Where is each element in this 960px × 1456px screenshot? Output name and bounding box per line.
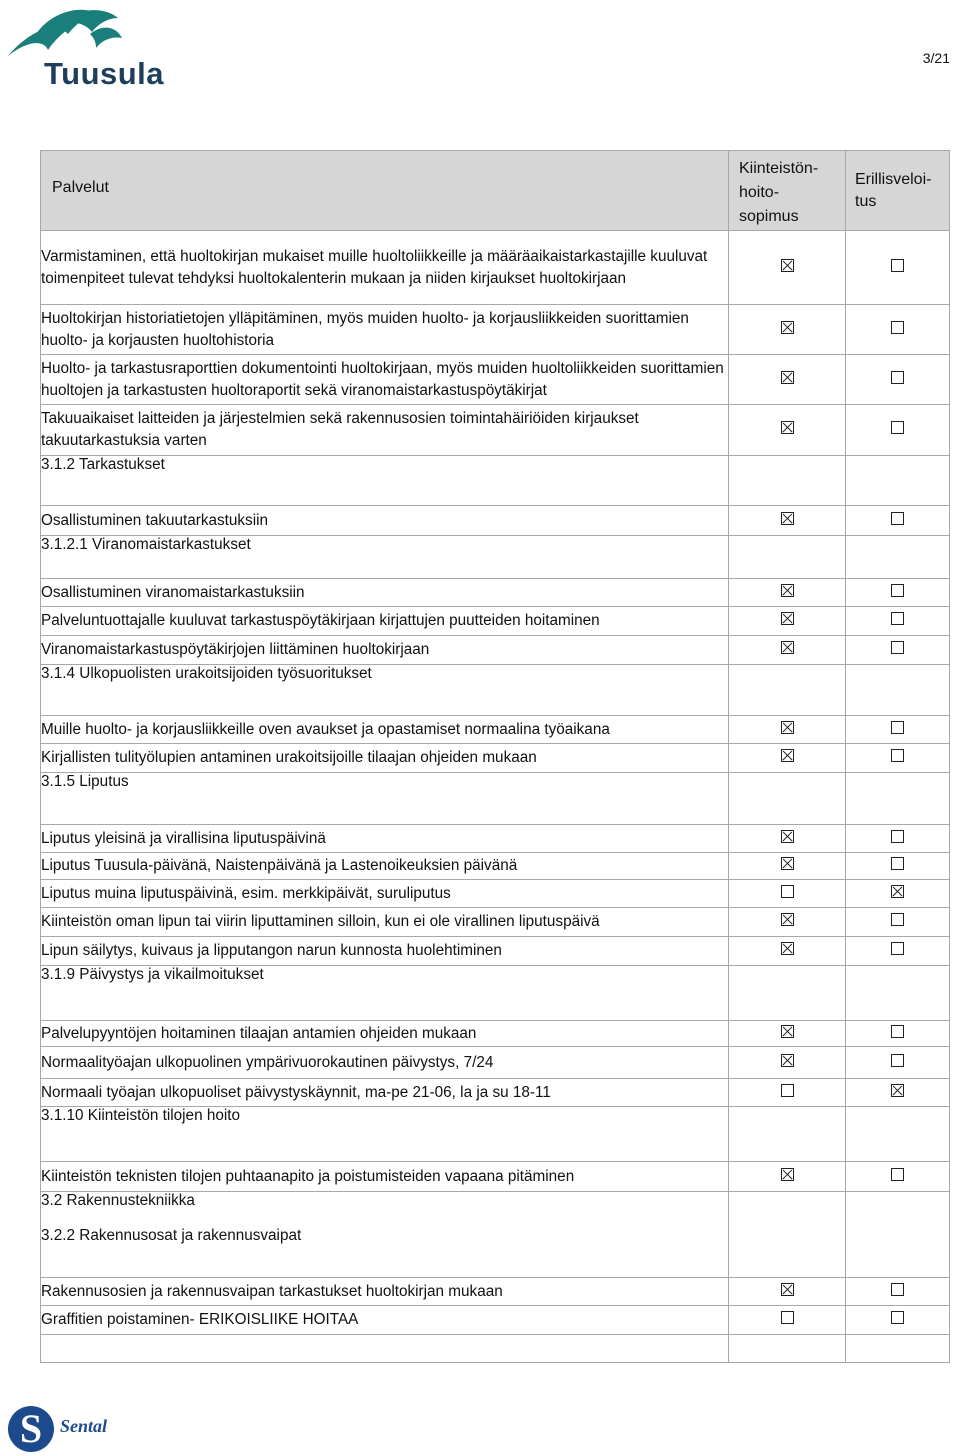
empty-checkbox-icon xyxy=(781,1311,794,1324)
table-row xyxy=(41,716,950,744)
separate-billing-cell xyxy=(846,506,950,536)
empty-cell xyxy=(729,665,846,716)
column-header-separate-billing xyxy=(846,151,950,231)
separate-billing-cell xyxy=(846,1079,950,1107)
checked-checkbox-icon xyxy=(891,1084,904,1097)
column-header-line: Erillisveloi- xyxy=(855,171,932,188)
maintenance-contract-cell xyxy=(729,937,846,966)
table-row xyxy=(41,1079,950,1107)
maintenance-contract-cell xyxy=(729,355,846,405)
table-row xyxy=(41,937,950,966)
service-description: Rakennusosien ja rakennusvaipan tarkastukset huoltokirjan mukaan xyxy=(41,1278,729,1306)
empty-checkbox-icon xyxy=(891,584,904,597)
service-description: Muille huolto- ja korjausliikkeille oven avaukset ja opastamiset normaalina työaikana xyxy=(41,716,729,744)
separate-billing-cell xyxy=(846,744,950,773)
empty-checkbox-icon xyxy=(891,749,904,762)
empty-cell xyxy=(846,1107,950,1162)
checked-checkbox-icon xyxy=(781,421,794,434)
empty-checkbox-icon xyxy=(891,913,904,926)
service-description: Liputus yleisinä ja virallisina liputuspäivinä xyxy=(41,825,729,853)
empty-cell xyxy=(729,536,846,579)
section-row xyxy=(41,536,950,579)
table-row xyxy=(41,1162,950,1192)
table-row xyxy=(41,1306,950,1335)
service-description: Normaali työajan ulkopuoliset päivystyskäynnit, ma-pe 21-06, la ja su 18-11 xyxy=(41,1079,729,1107)
empty-cell xyxy=(41,1335,729,1363)
section-heading: 3.1.5 Liputus xyxy=(41,773,729,825)
empty-row xyxy=(41,1335,950,1363)
empty-checkbox-icon xyxy=(891,721,904,734)
separate-billing-cell xyxy=(846,880,950,908)
empty-checkbox-icon xyxy=(891,321,904,334)
empty-checkbox-icon xyxy=(891,612,904,625)
checked-checkbox-icon xyxy=(781,584,794,597)
maintenance-contract-cell xyxy=(729,908,846,937)
empty-checkbox-icon xyxy=(891,512,904,525)
checked-checkbox-icon xyxy=(781,749,794,762)
checked-checkbox-icon xyxy=(781,857,794,870)
table-row xyxy=(41,1278,950,1306)
service-description: Huolto- ja tarkastusraporttien dokumentointi huoltokirjaan, myös muiden huoltoliikkeiden suorittamien huoltojen ja tarkastusten huoltoraportit sekä viranomaistarkastuspöytäkirjat xyxy=(41,355,729,405)
empty-cell xyxy=(846,1335,950,1363)
empty-cell xyxy=(729,1107,846,1162)
empty-cell xyxy=(729,1335,846,1363)
empty-checkbox-icon xyxy=(891,641,904,654)
section-heading: 3.2.2 Rakennusosat ja rakennusvaipat xyxy=(41,1227,302,1244)
service-description: Huoltokirjan historiatietojen ylläpitäminen, myös muiden huolto- ja korjausliikkeiden suorittamien huolto- ja korjausten huoltohistoria xyxy=(41,305,729,355)
table-header-row xyxy=(41,151,950,231)
section-row xyxy=(41,966,950,1021)
separate-billing-cell xyxy=(846,1306,950,1335)
sental-logo xyxy=(8,1404,128,1454)
service-description: Osallistuminen viranomaistarkastuksiin xyxy=(41,579,729,607)
service-description: Normaalityöajan ulkopuolinen ympärivuorokautinen päivystys, 7/24 xyxy=(41,1047,729,1079)
empty-checkbox-icon xyxy=(891,830,904,843)
section-heading: 3.1.2.1 Viranomaistarkastukset xyxy=(41,536,729,579)
empty-cell xyxy=(846,665,950,716)
separate-billing-cell xyxy=(846,908,950,937)
column-header-line: hoito- xyxy=(739,184,780,201)
maintenance-contract-cell xyxy=(729,825,846,853)
table-row xyxy=(41,744,950,773)
empty-cell xyxy=(846,1192,950,1278)
maintenance-contract-cell xyxy=(729,1079,846,1107)
checked-checkbox-icon xyxy=(781,371,794,384)
section-heading: 3.2 Rakennustekniikka xyxy=(41,1192,195,1209)
checked-checkbox-icon xyxy=(781,512,794,525)
maintenance-contract-cell xyxy=(729,880,846,908)
maintenance-contract-cell xyxy=(729,506,846,536)
section-heading-group xyxy=(41,1192,729,1278)
empty-cell xyxy=(729,966,846,1021)
service-description: Kirjallisten tulityölupien antaminen urakoitsijoille tilaajan ohjeiden mukaan xyxy=(41,744,729,773)
service-description: Liputus Tuusula-päivänä, Naistenpäivänä ja Lastenoikeuksien päivänä xyxy=(41,853,729,880)
separate-billing-cell xyxy=(846,1278,950,1306)
column-header-line: tus xyxy=(855,193,877,210)
maintenance-contract-cell xyxy=(729,1306,846,1335)
empty-checkbox-icon xyxy=(891,1311,904,1324)
table-row xyxy=(41,825,950,853)
sental-wordmark: Sental xyxy=(60,1416,108,1436)
empty-cell xyxy=(729,773,846,825)
column-header-maintenance-contract xyxy=(729,151,846,231)
maintenance-contract-cell xyxy=(729,405,846,456)
maintenance-contract-cell xyxy=(729,231,846,305)
service-description: Kiinteistön oman lipun tai viirin liputtaminen silloin, kun ei ole virallinen liputuspäivä xyxy=(41,908,729,937)
table-row xyxy=(41,880,950,908)
section-heading: 3.1.9 Päivystys ja vikailmoitukset xyxy=(41,966,729,1021)
section-row xyxy=(41,1192,950,1278)
table-row xyxy=(41,305,950,355)
maintenance-contract-cell xyxy=(729,305,846,355)
empty-checkbox-icon xyxy=(891,857,904,870)
table-row xyxy=(41,607,950,636)
separate-billing-cell xyxy=(846,716,950,744)
service-description: Liputus muina liputuspäivinä, esim. merkkipäivät, suruliputus xyxy=(41,880,729,908)
checked-checkbox-icon xyxy=(781,721,794,734)
service-description: Kiinteistön teknisten tilojen puhtaanapito ja poistumisteiden vapaana pitäminen xyxy=(41,1162,729,1192)
tuusula-logo xyxy=(6,4,165,91)
section-row xyxy=(41,773,950,825)
section-heading: 3.1.10 Kiinteistön tilojen hoito xyxy=(41,1107,729,1162)
separate-billing-cell xyxy=(846,579,950,607)
separate-billing-cell xyxy=(846,1047,950,1079)
section-heading: 3.1.2 Tarkastukset xyxy=(41,456,729,506)
empty-checkbox-icon xyxy=(891,421,904,434)
empty-cell xyxy=(846,773,950,825)
empty-checkbox-icon xyxy=(781,1084,794,1097)
checked-checkbox-icon xyxy=(781,913,794,926)
maintenance-contract-cell xyxy=(729,853,846,880)
maintenance-contract-cell xyxy=(729,716,846,744)
checked-checkbox-icon xyxy=(781,612,794,625)
empty-cell xyxy=(729,456,846,506)
column-header-services: Palvelut xyxy=(41,151,729,231)
tuusula-leaf-icon xyxy=(6,4,146,64)
checked-checkbox-icon xyxy=(781,1025,794,1038)
empty-cell xyxy=(846,966,950,1021)
maintenance-contract-cell xyxy=(729,1047,846,1079)
empty-checkbox-icon xyxy=(891,942,904,955)
table-row xyxy=(41,355,950,405)
checked-checkbox-icon xyxy=(781,1283,794,1296)
checked-checkbox-icon xyxy=(781,830,794,843)
section-row xyxy=(41,456,950,506)
separate-billing-cell xyxy=(846,636,950,665)
table-row xyxy=(41,579,950,607)
column-header-line: Kiinteistön- xyxy=(739,160,819,177)
table-row xyxy=(41,636,950,665)
table-row xyxy=(41,405,950,456)
maintenance-contract-cell xyxy=(729,607,846,636)
checked-checkbox-icon xyxy=(781,942,794,955)
service-description: Palveluntuottajalle kuuluvat tarkastuspöytäkirjaan kirjattujen puutteiden hoitaminen xyxy=(41,607,729,636)
service-description: Lipun säilytys, kuivaus ja lipputangon narun kunnosta huolehtiminen xyxy=(41,937,729,966)
empty-cell xyxy=(729,1192,846,1278)
empty-cell xyxy=(846,536,950,579)
service-description: Takuuaikaiset laitteiden ja järjestelmien sekä rakennusosien toimintahäiriöiden kirjaukset takuutarkastuksia varten xyxy=(41,405,729,456)
separate-billing-cell xyxy=(846,1021,950,1047)
maintenance-contract-cell xyxy=(729,744,846,773)
table-row xyxy=(41,231,950,305)
sental-s-icon: S xyxy=(8,1406,54,1452)
section-row xyxy=(41,1107,950,1162)
checked-checkbox-icon xyxy=(781,259,794,272)
checked-checkbox-icon xyxy=(781,641,794,654)
empty-checkbox-icon xyxy=(891,1025,904,1038)
separate-billing-cell xyxy=(846,937,950,966)
section-row xyxy=(41,665,950,716)
separate-billing-cell xyxy=(846,355,950,405)
checked-checkbox-icon xyxy=(781,1054,794,1067)
table-row xyxy=(41,1047,950,1079)
empty-checkbox-icon xyxy=(781,885,794,898)
maintenance-contract-cell xyxy=(729,636,846,665)
separate-billing-cell xyxy=(846,825,950,853)
service-description: Varmistaminen, että huoltokirjan mukaiset muille huoltoliikkeille ja määräaikaistarkastajille kuuluvat toimenpiteet tulevat tehdyksi huoltokalenterin mukaan ja niiden kirjaukset huoltokirjaan xyxy=(41,231,729,305)
table-row xyxy=(41,506,950,536)
logo-text: Tuusula xyxy=(44,56,165,91)
table-row xyxy=(41,1021,950,1047)
service-description: Osallistuminen takuutarkastuksiin xyxy=(41,506,729,536)
empty-checkbox-icon xyxy=(891,1168,904,1181)
maintenance-contract-cell xyxy=(729,579,846,607)
empty-checkbox-icon xyxy=(891,371,904,384)
service-description: Graffitien poistaminen- ERIKOISLIIKE HOITAA xyxy=(41,1306,729,1335)
maintenance-contract-cell xyxy=(729,1278,846,1306)
separate-billing-cell xyxy=(846,405,950,456)
separate-billing-cell xyxy=(846,231,950,305)
separate-billing-cell xyxy=(846,305,950,355)
table-row xyxy=(41,908,950,937)
separate-billing-cell xyxy=(846,1162,950,1192)
separate-billing-cell xyxy=(846,607,950,636)
service-description: Palvelupyyntöjen hoitaminen tilaajan antamien ohjeiden mukaan xyxy=(41,1021,729,1047)
column-header-line: sopimus xyxy=(739,208,799,225)
checked-checkbox-icon xyxy=(891,885,904,898)
separate-billing-cell xyxy=(846,853,950,880)
service-description: Viranomaistarkastuspöytäkirjojen liittäminen huoltokirjaan xyxy=(41,636,729,665)
maintenance-contract-cell xyxy=(729,1021,846,1047)
checked-checkbox-icon xyxy=(781,321,794,334)
empty-cell xyxy=(846,456,950,506)
empty-checkbox-icon xyxy=(891,259,904,272)
maintenance-contract-cell xyxy=(729,1162,846,1192)
section-heading: 3.1.4 Ulkopuolisten urakoitsijoiden työsuoritukset xyxy=(41,665,729,716)
page-number: 3/21 xyxy=(922,50,950,66)
table-row xyxy=(41,853,950,880)
empty-checkbox-icon xyxy=(891,1283,904,1296)
empty-checkbox-icon xyxy=(891,1054,904,1067)
services-table xyxy=(40,150,950,1363)
checked-checkbox-icon xyxy=(781,1168,794,1181)
